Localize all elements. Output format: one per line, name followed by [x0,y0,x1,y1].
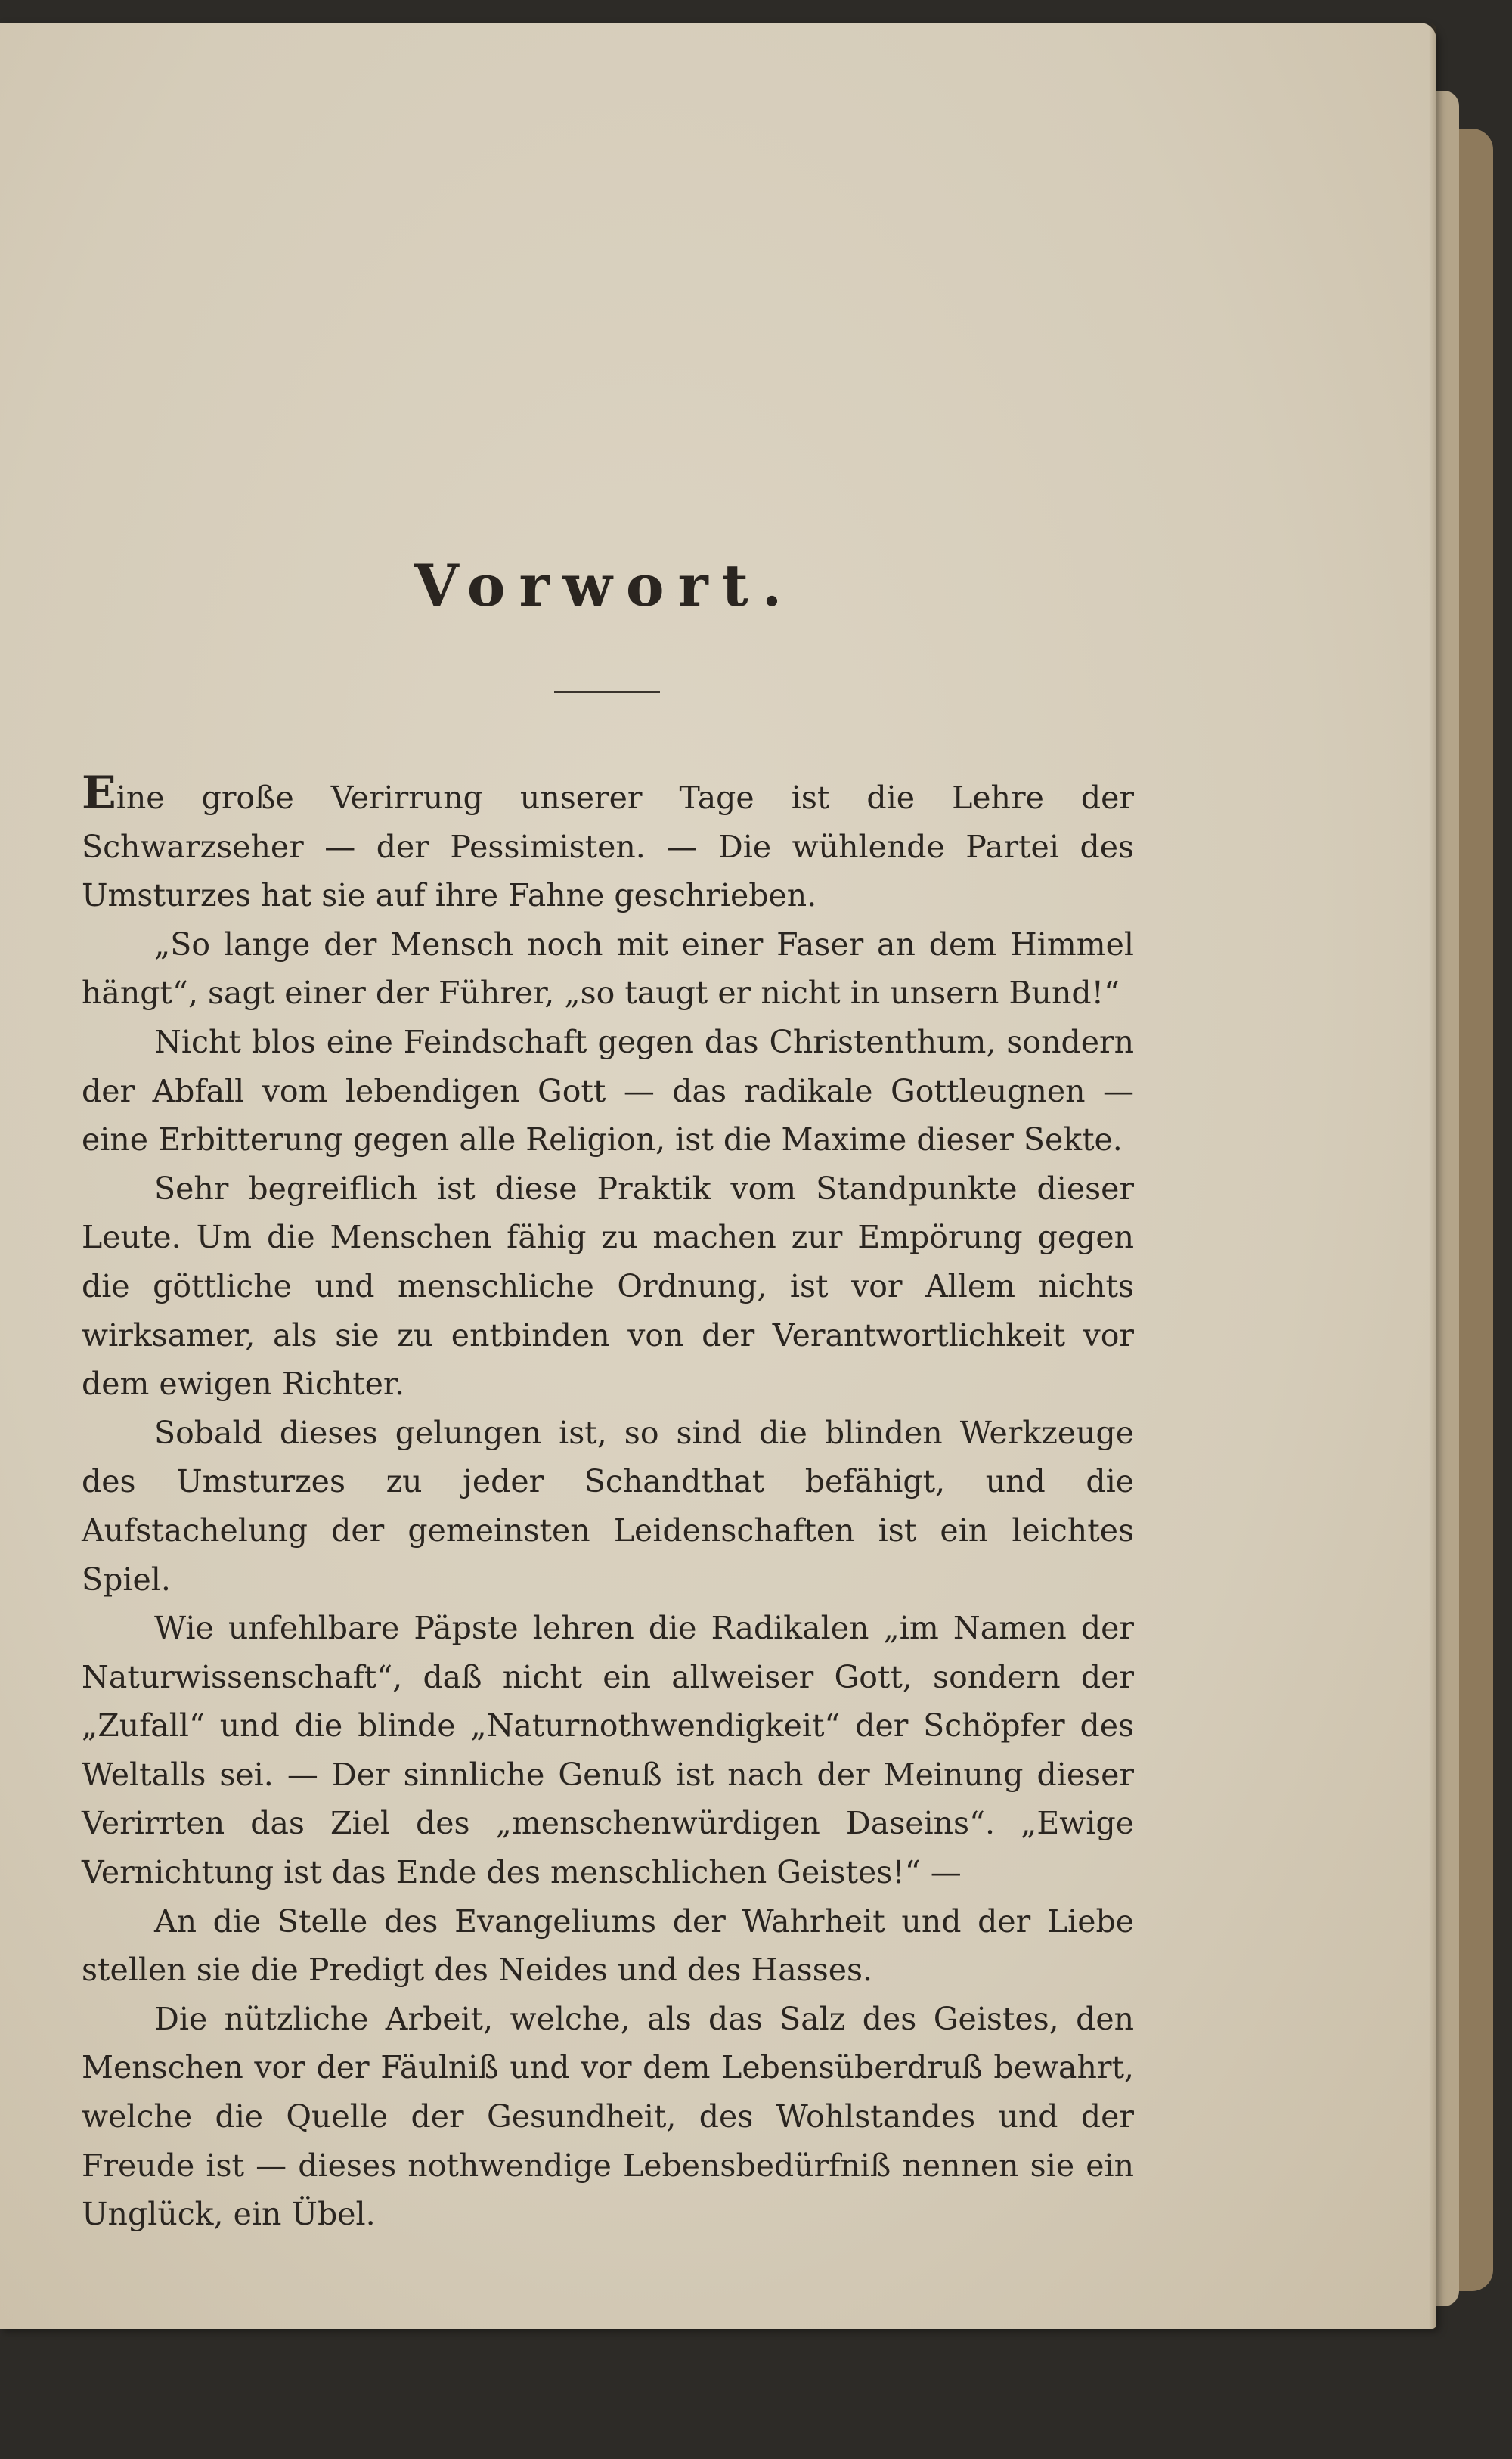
page-edge-shadow [1429,23,1436,2329]
paragraph-5: Sobald dieses gelungen ist, so sind die blinden Werkzeuge des Umsturzes zu jeder Schandthat befähigt, und die Aufstachelung der gemeinsten Leidenschaften ist ein leichtes Spiel. [82,1414,1134,1598]
paragraph-1 [82,767,1134,920]
paragraph-7: An die Stelle des Evangeliums der Wahrheit und der Liebe stellen sie die Predigt des Neides und des Hasses. [82,1902,1134,1989]
initial-letter: E [82,767,116,820]
paragraph-2: „So lange der Mensch noch mit einer Faser an dem Himmel hängt“, sagt einer der Führer, „so taugt er nicht in unsern Bund!“ [82,926,1134,1012]
paragraph-4: Sehr begreiflich ist diese Praktik vom Standpunkte dieser Leute. Um die Menschen fähig zu machen zur Empörung gegen die göttliche und menschliche Ordnung, ist vor Allem nichts wirksamer, als sie zu entbinden von der Verantwortlichkeit vor dem ewigen Richter. [82,1170,1134,1403]
body-text [82,767,1134,2239]
paragraph-1-text: ine große Verirrung unserer Tage ist die Lehre der Schwarzseher — der Pessimisten. — Die wühlende Partei des Umsturzes hat sie auf ihre Fahne geschrieben. [82,780,1134,914]
book-page [0,23,1436,2329]
paragraph-3: Nicht blos eine Feindschaft gegen das Christenthum, sondern der Abfall vom lebendigen Gott — das radikale Gottleugnen — eine Erbitterung gegen alle Religion, ist die Maxime dieser Sekte. [82,1023,1134,1158]
paragraph-8: Die nützliche Arbeit, welche, als das Salz des Geistes, den Menschen vor der Fäulniß und vor dem Lebensüberdruß bewahrt, welche die Quelle der Gesundheit, des Wohlstandes und der Freude ist — dieses nothwendige Lebensbedürfniß nennen sie ein Unglück, ein Übel. [82,2000,1134,2233]
title-rule [554,691,660,693]
paragraph-6: Wie unfehlbare Päpste lehren die Radikalen „im Namen der Naturwissenschaft“, daß nicht ein allweiser Gott, sondern der „Zufall“ und die blinde „Naturnothwendigkeit“ der Schöpfer des Weltalls sei. — Der sinnliche Genuß ist nach der Meinung dieser Verirrten das Ziel des „menschenwürdigen Daseins“. „Ewige Vernichtung ist das Ende des menschlichen Geistes!“ — [82,1610,1134,1891]
page-title: Vorwort. [414,552,796,619]
